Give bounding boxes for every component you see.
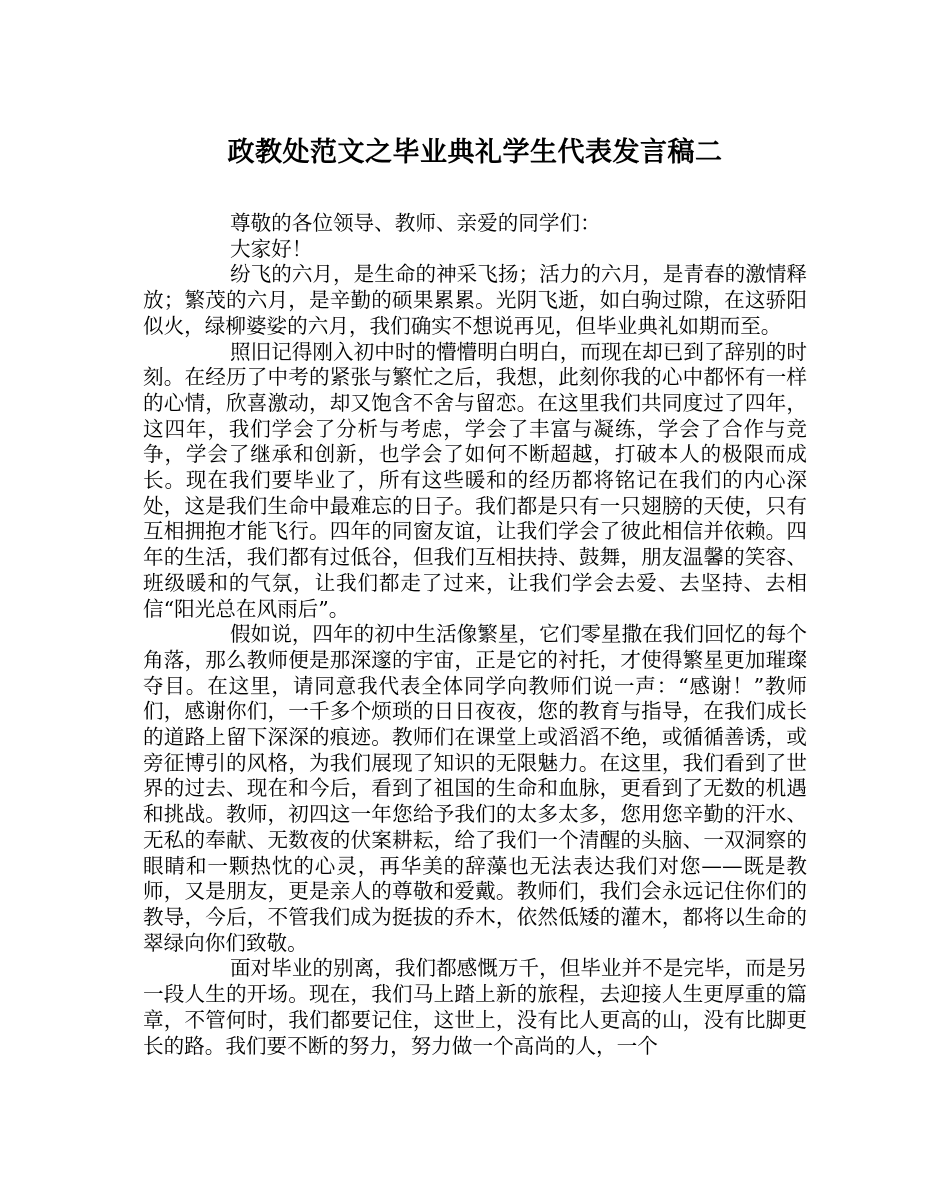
body-paragraph: 面对毕业的别离，我们都感慨万千，但毕业并不是完毕，而是另一段人生的开场。现在，我们马上踏上新的旅程，去迎接人生更厚重的篇章，不管何时，我们都要记住，这世上，没有比人更高的山，没有比脚更长的路。我们要不断的努力，努力做一个高尚的人，一个 (143, 956, 807, 1058)
body-paragraph: 假如说，四年的初中生活像繁星，它们零星撒在我们回忆的每个角落，那么教师便是那深邃的宇宙，正是它的衬托，才使得繁星更加璀璨夺目。在这里，请同意我代表全体同学向教师们说一声：“感谢！”教师们，感谢你们，一千多个烦琐的日日夜夜，您的教育与指导，在我们成长的道路上留下深深的痕迹。教师们在课堂上或滔滔不绝，或循循善诱，或旁征博引的风格，为我们展现了知识的无限魅力。在这里，我们看到了世界的过去、现在和今后，看到了祖国的生命和血脉，更看到了无数的机遇和挑战。教师，初四这一年您给予我们的太多太多，您用您辛勤的汗水、无私的奉献、无数夜的伏案耕耘，给了我们一个清醒的头脑、一双洞察的眼睛和一颗热忱的心灵，再华美的辞藻也无法表达我们对您——既是教师，又是朋友，更是亲人的尊敬和爱戴。教师们，我们会永远记住你们的教导，今后，不管我们成为挺拔的乔木，依然低矮的灌木，都将以生命的翠绿向你们致敬。 (143, 622, 807, 955)
greeting-paragraph: 大家好！ (230, 236, 313, 261)
document-body (143, 211, 807, 1059)
salutation-paragraph: 尊敬的各位领导、教师、亲爱的同学们： (230, 211, 601, 235)
body-paragraph: 纷飞的六月，是生命的神采飞扬；活力的六月，是青春的激情释放；繁茂的六月，是辛勤的硕果累累。光阴飞逝，如白驹过隙，在这骄阳似火，绿柳婆娑的六月，我们确实不想说再见，但毕业典礼如期而至。 (143, 262, 807, 338)
body-paragraph: 照旧记得刚入初中时的懵懵明白明白，而现在却已到了辞别的时刻。在经历了中考的紧张与繁忙之后，我想，此刻你我的心中都怀有一样的心情，欣喜激动，却又饱含不舍与留恋。在这里我们共同度过了四年，这四年，我们学会了分析与考虑，学会了丰富与凝练，学会了合作与竞争，学会了继承和创新，也学会了如何不断超越，打破本人的极限而成长。现在我们要毕业了，所有这些暖和的经历都将铭记在我们的内心深处，这是我们生命中最难忘的日子。我们都是只有一只翅膀的天使，只有互相拥抱才能飞行。四年的同窗友谊，让我们学会了彼此相信并依赖。四年的生活，我们都有过低谷，但我们互相扶持、鼓舞，朋友温馨的笑容、班级暖和的气氛，让我们都走了过来，让我们学会去爱、去坚持、去相信“阳光总在风雨后”。 (143, 339, 807, 621)
document-title: 政教处范文之毕业典礼学生代表发言稿二 (227, 137, 723, 168)
